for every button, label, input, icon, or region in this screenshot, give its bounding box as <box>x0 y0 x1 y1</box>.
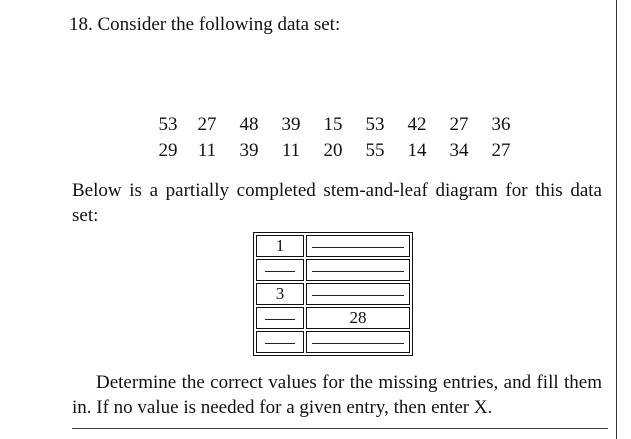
stem-leaf-row <box>256 307 410 329</box>
stem-leaf-row <box>256 259 410 281</box>
data-value: 15 <box>323 114 343 135</box>
stem-cell <box>256 235 304 257</box>
stem-entry-blank[interactable] <box>256 331 304 353</box>
data-row-1 <box>150 112 522 138</box>
stem-leaf-row <box>256 331 410 353</box>
data-value: 34 <box>449 140 469 161</box>
leaf-entry-blank[interactable] <box>306 259 410 281</box>
data-value: 20 <box>323 140 343 161</box>
instruction-text: Determine the correct values for the missing entries, and fill them in. If no value is needed for a given entry, then enter X. <box>72 372 602 418</box>
stem-value: 1 <box>275 236 285 255</box>
bottom-divider <box>72 428 608 429</box>
page-edge-divider <box>616 0 617 439</box>
data-value: 39 <box>281 114 301 135</box>
data-value: 53 <box>365 114 385 135</box>
leaf-blank-line <box>312 343 404 344</box>
stem-entry-blank[interactable] <box>256 307 304 329</box>
data-value: 27 <box>491 140 511 161</box>
data-row-2 <box>150 138 522 164</box>
data-value: 11 <box>281 140 301 161</box>
stem-blank-line <box>265 271 295 272</box>
leaf-entry-blank[interactable] <box>306 331 410 353</box>
question-heading <box>69 14 340 36</box>
leaf-blank-line <box>312 295 404 296</box>
stem-blank-line <box>265 319 295 320</box>
stem-blank-line <box>265 343 295 344</box>
data-value: 36 <box>491 114 511 135</box>
stem-value: 3 <box>275 284 285 303</box>
stem-and-leaf-diagram <box>253 232 413 356</box>
data-value: 39 <box>239 140 259 161</box>
leaf-blank-line <box>312 271 404 272</box>
data-set-grid <box>150 112 522 164</box>
data-value: 29 <box>158 140 178 161</box>
leaf-cell <box>306 307 410 329</box>
data-value: 42 <box>407 114 427 135</box>
question-prompt: Consider the following data set: <box>97 14 341 35</box>
stem-leaf-row <box>256 235 410 257</box>
question-number: 18. <box>69 14 93 35</box>
stem-cell <box>256 283 304 305</box>
stem-leaf-row <box>256 283 410 305</box>
data-value: 14 <box>407 140 427 161</box>
data-value: 11 <box>197 140 217 161</box>
stem-entry-blank[interactable] <box>256 259 304 281</box>
leaf-value: 28 <box>349 308 367 327</box>
data-value: 27 <box>197 114 217 135</box>
leaf-entry-blank[interactable] <box>306 235 410 257</box>
data-value: 55 <box>365 140 385 161</box>
data-value: 27 <box>449 114 469 135</box>
leaf-blank-line <box>312 247 404 248</box>
data-value: 53 <box>158 114 178 135</box>
leaf-entry-blank[interactable] <box>306 283 410 305</box>
data-value: 48 <box>239 114 259 135</box>
diagram-description: Below is a partially completed stem-and-leaf diagram for this data set: <box>72 180 602 226</box>
